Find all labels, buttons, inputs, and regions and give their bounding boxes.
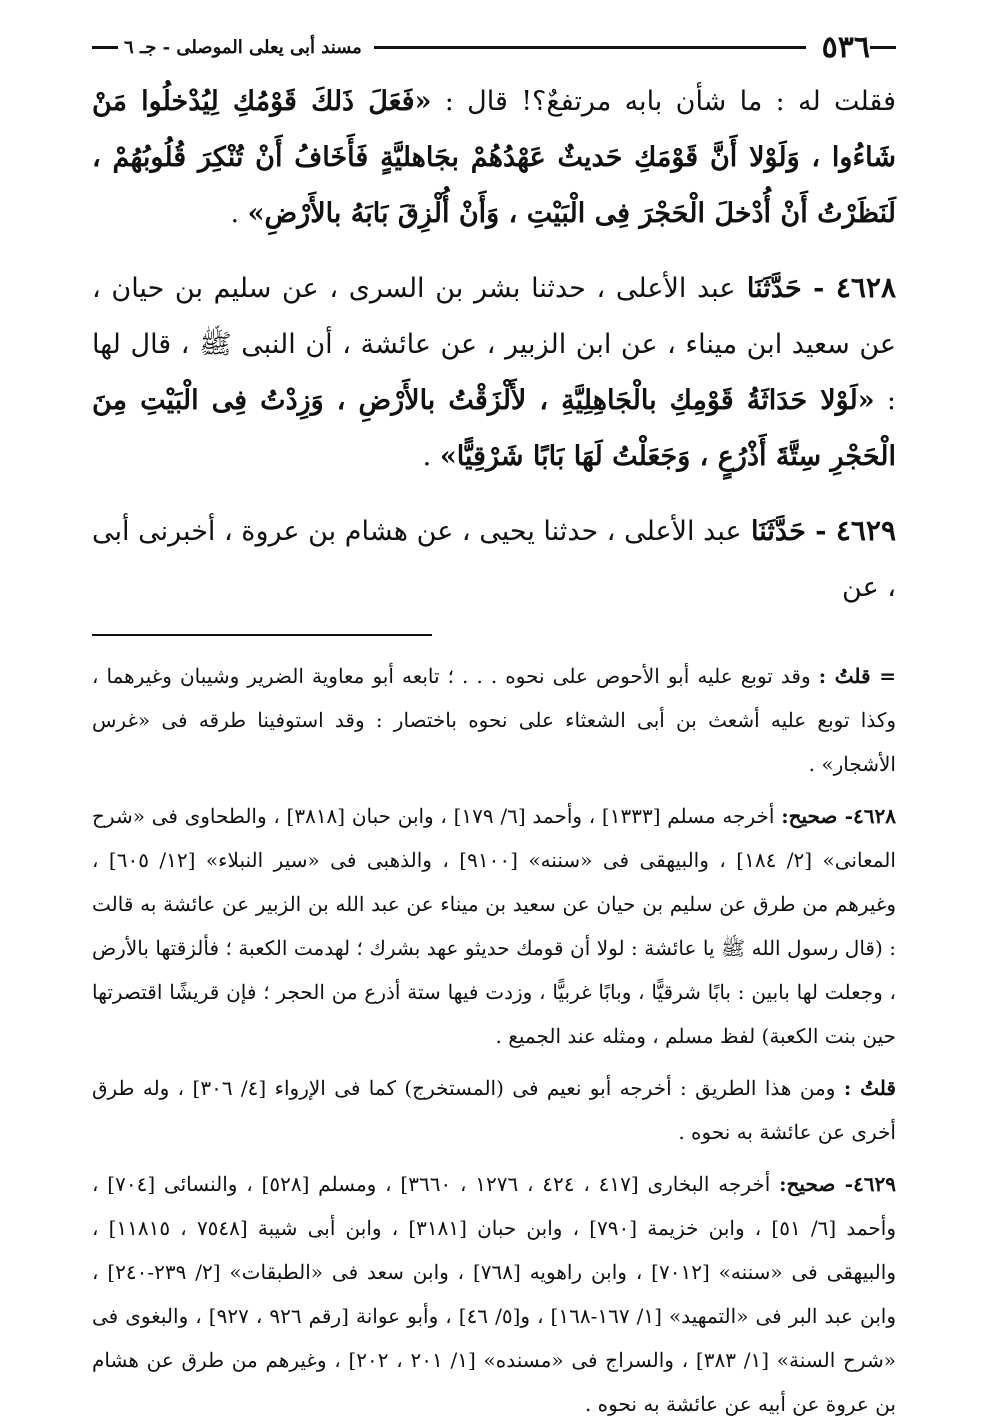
note-lead: قلتُ : xyxy=(843,1076,896,1100)
matn: «لَوْلا حَدَاثَةُ قَوْمِكِ بالْجَاهِلِيَّةِ ، لأَلْزَقْتُ بالأَرْضِ ، وَزِدْتُ فِى الْبَيْتِ مِنَ الْحَجْرِ سِتَّةَ أَذْرُعٍ ، وَجَعَلْتُ لَهَا بَابًا شَرْقِيًّا» xyxy=(92,385,896,472)
matn-end: . xyxy=(422,441,440,472)
haddathana: - حَدَّثَنَا xyxy=(741,516,836,547)
hadith-number: ٤٦٢٨ xyxy=(835,271,896,304)
hadith-4629 xyxy=(92,503,896,616)
running-header xyxy=(92,30,896,64)
note-text: أخرجه مسلم [١٣٣٣] ، وأحمد [٦/ ١٧٩] ، وابن حبان [٣٨١٨] ، والطحاوى فى «شرح المعانى» [٢/ ١٨٤] ، والبيهقى فى «سننه» [٩١٠٠] ، والذهبى فى «سير النبلاء» [١٢/ ٦٠٥] ، وغيرهم من طرق عن سليم بن حيان عن سعيد بن ميناء عن عبد الله بن الزبير عن عائشة به قالت : (قال رسول الله ﷺ يا عائشة : لولا أن قومك حديثو عهد بشرك ؛ لهدمت الكعبة ؛ فألزقتها بالأرض ، وجعلت لها بابين : بابًا شرقيًّا ، وبابًا غربيًّا ، وزدت فيها ستة أذرع من الحجر ؛ فإن قريشًا اقتصرتها حين بنت الكعبة) لفظ مسلم ، ومثله عند الجميع . xyxy=(92,804,896,1048)
isnad: عبد الأعلى ، حدثنا بشر بن السرى ، عن سليم بن حيان ، عن سعيد ابن ميناء ، عن ابن الزبير ، عن عائشة ، أن النبى ﷺ ، قال لها : xyxy=(92,273,896,416)
p1-plain: فقلت له : ما شأن بابه مرتفعٌ؟! قال : xyxy=(431,86,896,117)
note-text: أخرجه البخارى [٤١٧ ، ٤٢٤ ، ١٢٧٦ ، ٣٦٦٠] ، ومسلم [٥٢٨] ، والنسائى [٧٠٤] ، وأحمد [٦/ ٥١] ، وابن خزيمة [٧٩٠] ، وابن حبان [٣١٨١] ، وابن أبى شيبة [٧٥٤٨ ، ١١٨١٥] ، والبيهقى فى «سننه» [٧٠١٢] ، وابن راهويه [٧٦٨] ، وابن سعد فى «الطبقات» [٢/ ٢٣٩-٢٤٠] ، وابن عبد البر فى «التمهيد» [١/ ١٦٧-١٦٨] ، و[٥/ ٤٦] ، وأبو عوانة [رقم ٩٢٦ ، ٩٢٧] ، والبغوى فى «شرح السنة» [١/ ٣٨٣] ، والسراج فى «مسنده» [١/ ٢٠١ ، ٢٠٢] ، وغيرهم من طرق عن هشام بن عروة عن أبيه عن عائشة به نحوه . xyxy=(92,1172,897,1416)
p1-end: . xyxy=(230,198,248,229)
p1-hadith-matn: «فَعَلَ ذَلكَ قَوْمُكِ لِيُدْخلُوا مَنْ شَاءُوا ، وَلَوْلا أَنَّ قَوْمَكِ حَديثٌ عَهْدُهُمْ بجَاهليَّةٍ فَأَخَافُ أَنْ تُنْكِرَ قُلُوبُهُمْ ، لَنَظَرْتُ أَنْ أُدْخلَ الْحَجْرَ فِى الْبَيْتِ ، وَأَنْ أُلْزِقَ بَابَهُ بالأَرْضِ» xyxy=(92,86,896,229)
note-text: وقد توبع عليه أبو الأحوص على نحوه . . . ؛ تابعه أبو معاوية الضرير وشيبان وغيرهما ، وكذا توبع عليه أشعث بن أبى الشعثاء على نحوه باختصار : وقد استوفينا طرقه فى «غرس الأشجار» . xyxy=(92,664,896,776)
footnote-4629 xyxy=(92,1162,896,1426)
haddathana: - حَدَّثَنَا xyxy=(735,273,836,304)
hadith-number: ٤٦٢٩ xyxy=(835,514,896,547)
header-rule xyxy=(374,46,806,49)
note-lead: ٤٦٢٨- صحيح: xyxy=(781,804,896,828)
footnote-4628-qultu xyxy=(92,1066,896,1154)
footnote-continuation xyxy=(92,654,896,786)
footnote-4628 xyxy=(92,794,896,1058)
isnad: عبد الأعلى ، حدثنا يحيى ، عن هشام بن عروة ، أخبرنى أبى ، عن xyxy=(92,516,896,603)
main-text xyxy=(92,74,896,616)
header-dash-end xyxy=(92,46,118,49)
paragraph-continuation xyxy=(92,74,896,242)
note-lead: = قلتُ : xyxy=(818,664,896,688)
footnotes xyxy=(92,654,896,1426)
footnote-separator xyxy=(92,634,432,636)
hadith-4628 xyxy=(92,260,896,485)
header-dash xyxy=(870,46,896,49)
note-text: ومن هذا الطريق : أخرجه أبو نعيم فى (المستخرج) كما فى الإرواء [٤/ ٣٠٦] ، وله طرق أخرى عن عائشة به نحوه . xyxy=(92,1076,896,1144)
running-title: مسند أبى يعلى الموصلى - جـ ٦ xyxy=(124,36,362,58)
note-lead: ٤٦٢٩- صحيح: xyxy=(779,1172,897,1196)
page-number: ٥٣٦ xyxy=(821,29,870,65)
